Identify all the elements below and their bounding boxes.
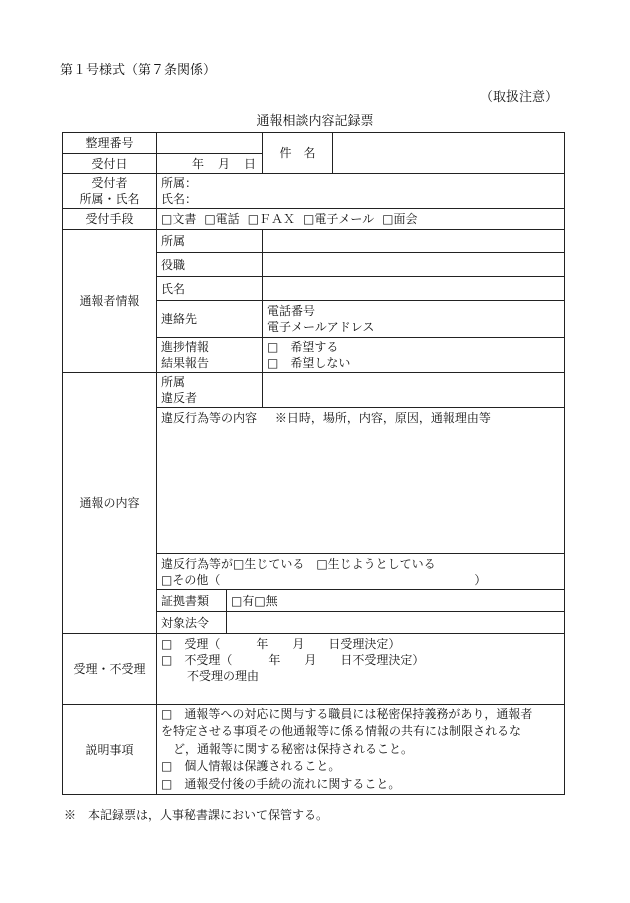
receiver-affil-label: 所属： (161, 176, 198, 190)
progress-label-line2: 結果報告 (161, 356, 210, 370)
progress-label-line1: 進捗情報 (161, 340, 210, 354)
violator-name-label: 違反者 (161, 391, 198, 405)
evidence-no-checkbox[interactable]: □無 (254, 593, 278, 608)
reject-reason-label: 不受理の理由 (187, 669, 260, 683)
means-fax-checkbox[interactable]: □ＦＡＸ (247, 212, 296, 226)
reject-checkbox[interactable]: □ 不受理（ 年 月 日不受理決定） (161, 653, 425, 667)
reporter-name-field[interactable] (263, 277, 565, 301)
reporter-contact-label: 連絡先 (157, 301, 263, 338)
serial-label: 整理番号 (63, 133, 157, 154)
explanation-section-label: 説明事項 (63, 705, 157, 795)
other-open: □その他（ (161, 572, 221, 587)
decision-section-label: 受理・不受理 (63, 634, 157, 705)
violator-affil-label: 所属 (161, 375, 186, 389)
wish-checkbox[interactable]: □ 希望する (267, 340, 339, 354)
explanation-item-2[interactable]: □ 個人情報は保護されること。 (161, 759, 341, 774)
receiver-label-line2: 所属・氏名 (79, 192, 140, 206)
means-email-checkbox[interactable]: □電子メール (303, 212, 375, 226)
phone-label: 電話番号 (267, 304, 316, 318)
violator-field[interactable] (263, 373, 565, 408)
explanation-item-3[interactable]: □ 通報受付後の手続の流れに関すること。 (161, 776, 401, 791)
decision-field (157, 634, 565, 705)
explanation-item-1-line2: を特定させる事項その他通報等に係る情報の共有には制限されるな (161, 724, 522, 739)
receiver-label-line1: 受付者 (91, 176, 128, 190)
receiver-field[interactable] (157, 174, 565, 209)
day-unit: 日 (243, 156, 256, 171)
other-close: ） (474, 572, 487, 587)
progress-report-label (157, 338, 263, 373)
email-label: 電子メールアドレス (267, 320, 375, 334)
form-number: 第１号様式（第７条関係） (60, 63, 217, 78)
reporter-contact-field[interactable] (263, 301, 565, 338)
law-field[interactable] (227, 612, 565, 634)
serial-field[interactable] (157, 133, 263, 154)
month-unit: 月 (217, 156, 230, 171)
reporter-name-label: 氏名 (157, 277, 263, 301)
means-options (157, 209, 565, 230)
progress-report-options (263, 338, 565, 373)
reporter-section-label: 通報者情報 (63, 230, 157, 373)
accept-checkbox[interactable]: □ 受理（ 年 月 日受理決定） (161, 637, 401, 651)
explanation-item-1-line3: ど，通報等に関する秘密は保持されること。 (173, 741, 414, 756)
receiver-name-label: 氏名： (161, 192, 198, 206)
evidence-yes-checkbox[interactable]: □有 (231, 593, 255, 608)
reporter-position-field[interactable] (263, 253, 565, 277)
record-form-table (62, 132, 565, 795)
handling-note: （取扱注意） (479, 90, 558, 105)
explanation-item-1-line1[interactable]: □ 通報等への対応に関与する職員には秘密保持義務があり，通報者 (161, 706, 533, 721)
reporter-affil-field[interactable] (263, 230, 565, 253)
subject-field[interactable] (333, 133, 565, 174)
reporter-position-label: 役職 (157, 253, 263, 277)
evidence-options (227, 590, 565, 612)
details-label: 違反行為等の内容 (161, 411, 258, 425)
receiver-label (63, 174, 157, 209)
explanation-items (157, 705, 565, 795)
evidence-label: 証拠書類 (157, 590, 227, 612)
violation-status-options[interactable]: 違反行為等が□生じている □生じようとしている (161, 556, 436, 571)
no-wish-checkbox[interactable]: □ 希望しない (267, 356, 351, 370)
means-meeting-checkbox[interactable]: □面会 (382, 212, 418, 226)
violation-details-field[interactable] (157, 408, 565, 554)
other-option[interactable] (161, 572, 560, 588)
storage-footnote: ※ 本記録票は，人事秘書課において保管する。 (64, 808, 329, 822)
details-note: ※日時，場所，内容，原因，通報理由等 (274, 411, 491, 425)
reporter-affil-label: 所属 (157, 230, 263, 253)
means-phone-checkbox[interactable]: □電話 (204, 212, 240, 226)
date-field[interactable] (157, 154, 263, 174)
content-section-label: 通報の内容 (63, 373, 157, 634)
page-title: 通報相談内容記録票 (256, 114, 374, 129)
violator-label (157, 373, 263, 408)
year-unit: 年 (191, 156, 204, 171)
means-letter-checkbox[interactable]: □文書 (161, 212, 197, 226)
law-label: 対象法令 (157, 612, 227, 634)
means-label: 受付手段 (63, 209, 157, 230)
subject-label: 件 名 (263, 133, 333, 174)
date-label: 受付日 (63, 154, 157, 174)
violation-status-field (157, 554, 565, 590)
